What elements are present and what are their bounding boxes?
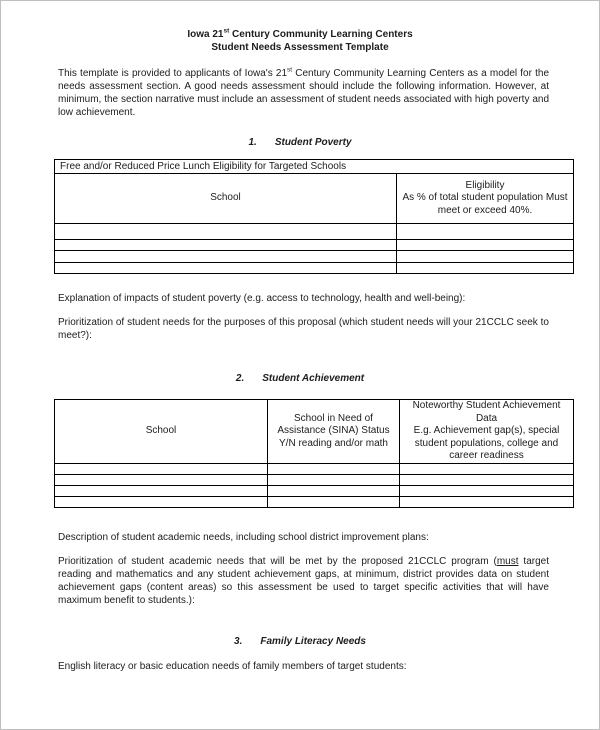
sina-header-line2: Y/N reading and/or math (279, 437, 388, 449)
poverty-empty-eligibility-cell (397, 263, 574, 274)
achievement-empty-sina-cell (268, 463, 400, 474)
section-2-number: 2. (235, 373, 245, 384)
intro-superscript: st (287, 66, 293, 74)
poverty-prioritization-prompt: Prioritization of student needs for the purposes of this proposal (which student needs will your 21CCLC seek to meet?): (58, 317, 549, 341)
achievement-empty-school-cell (55, 463, 268, 474)
achievement-school-header: School (55, 400, 268, 464)
poverty-empty-school-cell (55, 251, 397, 263)
section-1-heading (1, 136, 599, 149)
title-text: Iowa 21 (187, 29, 224, 40)
section-1-title: Student Poverty (274, 137, 352, 148)
intro-text: Century Community Learning Centers as a model for the needs assessment section. A good needs assessment should include the following information. However, at minimum, the section narrative must include an assessment of student needs associated with high poverty and low achievement. (58, 68, 550, 118)
prioritization-text: target reading and mathematics and any student achievement gaps, at minimum, district provides data on student achievement gaps (content areas) so this assessment be used to target specific activities that will have maximum benefit to students.): (58, 556, 549, 606)
poverty-table (54, 159, 574, 274)
noteworthy-header-line2: E.g. Achievement gap(s), special student populations, college and career readiness (413, 425, 560, 461)
achievement-noteworthy-header (400, 400, 574, 464)
noteworthy-header-line1: Noteworthy Student Achievement Data (412, 400, 561, 424)
poverty-explanation-prompt: Explanation of impacts of student poverty (e.g. access to technology, health and well-being): (58, 293, 466, 304)
achievement-table (54, 399, 574, 508)
title-line-1 (1, 28, 599, 41)
achievement-empty-sina-cell (268, 474, 400, 485)
achievement-empty-school-cell (55, 474, 268, 485)
achievement-empty-school-cell (55, 485, 268, 496)
section-3-title: Family Literacy Needs (260, 636, 366, 647)
prioritization-text: Prioritization of student academic needs that will be met by the proposed 21CCLC program ( (58, 556, 497, 567)
poverty-empty-eligibility-cell (397, 224, 574, 240)
achievement-empty-sina-cell (268, 485, 400, 496)
document-title (1, 28, 599, 54)
achievement-empty-noteworthy-cell (400, 474, 574, 485)
achievement-sina-header (268, 400, 400, 464)
section-2-title: Student Achievement (262, 373, 365, 384)
prioritization-underlined-word: must (496, 556, 519, 567)
achievement-empty-sina-cell (268, 496, 400, 507)
poverty-school-header: School (55, 174, 397, 224)
poverty-empty-school-cell (55, 240, 397, 251)
section-1-number: 1. (248, 137, 257, 148)
achievement-empty-noteworthy-cell (400, 496, 574, 507)
achievement-empty-school-cell (55, 496, 268, 507)
title-text: Century Community Learning Centers (229, 29, 413, 40)
academic-description-prompt: Description of student academic needs, including school district improvement plans: (58, 532, 429, 543)
section-3-number: 3. (234, 636, 243, 647)
sina-header-line1: School in Need of Assistance (SINA) Status (277, 412, 390, 436)
poverty-empty-eligibility-cell (397, 251, 574, 263)
title-line-2: Student Needs Assessment Template (211, 42, 389, 53)
academic-prioritization-prompt (58, 555, 549, 607)
poverty-empty-school-cell (55, 263, 397, 274)
poverty-empty-eligibility-cell (397, 240, 574, 251)
section-3-heading (1, 635, 599, 648)
eligibility-header-rest: As % of total student population Must meet or exceed 40%. (402, 192, 568, 216)
section-2-heading (1, 372, 599, 385)
achievement-empty-noteworthy-cell (400, 463, 574, 474)
achievement-empty-noteworthy-cell (400, 485, 574, 496)
title-superscript: st (223, 27, 230, 35)
poverty-eligibility-header (397, 174, 574, 224)
poverty-empty-school-cell (55, 224, 397, 240)
family-literacy-prompt: English literacy or basic education needs of family members of target students: (58, 661, 407, 672)
eligibility-header-line1: Eligibility (465, 179, 505, 191)
intro-text: This template is provided to applicants of Iowa's 21 (58, 68, 288, 79)
poverty-table-caption: Free and/or Reduced Price Lunch Eligibility for Targeted Schools (55, 160, 574, 174)
intro-paragraph (58, 67, 549, 119)
